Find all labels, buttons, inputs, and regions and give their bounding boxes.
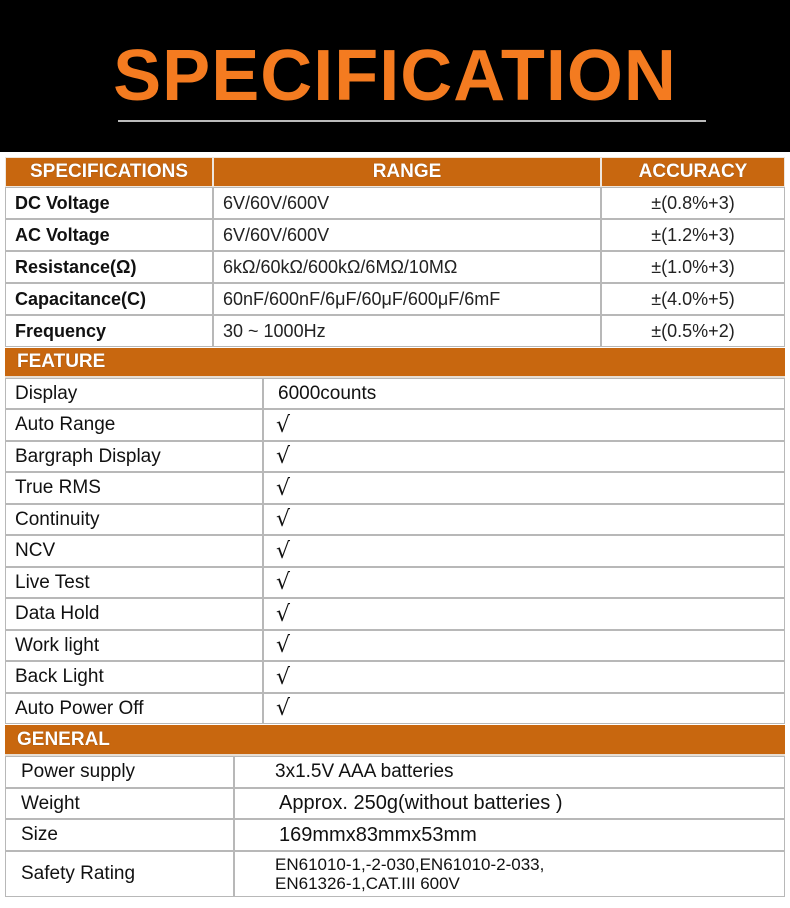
- general-name: Weight: [5, 788, 234, 819]
- feature-name: Display: [5, 378, 263, 409]
- spec-table-header: [5, 157, 785, 187]
- feature-name: Auto Power Off: [5, 693, 263, 724]
- check-icon: √: [263, 693, 785, 724]
- check-icon: √: [263, 598, 785, 630]
- spec-range: 60nF/600nF/6μF/60μF/600μF/6mF: [213, 283, 601, 315]
- table-row: [5, 661, 785, 693]
- check-icon: √: [263, 409, 785, 441]
- feature-value: 6000counts: [263, 378, 785, 409]
- table-row: [5, 819, 785, 851]
- feature-name: Data Hold: [5, 598, 263, 630]
- general-value: 169mmx83mmx53mm: [234, 819, 785, 851]
- safety-rating-line1: EN61010-1,-2-030,EN61010-2-033,: [275, 855, 545, 874]
- spec-name: Frequency: [5, 315, 213, 347]
- feature-name: Bargraph Display: [5, 441, 263, 472]
- table-row: [5, 283, 785, 315]
- title-underline: [118, 120, 706, 122]
- table-row: [5, 315, 785, 347]
- table-row: [5, 441, 785, 472]
- general-name: Power supply: [5, 756, 234, 788]
- section-feature: FEATURE: [5, 348, 785, 378]
- general-value: 3x1.5V AAA batteries: [234, 756, 785, 788]
- feature-name: Work light: [5, 630, 263, 661]
- general-name: Size: [5, 819, 234, 851]
- check-icon: √: [263, 441, 785, 472]
- header-specifications: SPECIFICATIONS: [5, 157, 213, 187]
- table-row: [5, 251, 785, 283]
- spec-accuracy: ±(1.0%+3): [601, 251, 785, 283]
- general-name: Safety Rating: [5, 851, 234, 897]
- table-row: [5, 472, 785, 504]
- spec-name: Capacitance(C): [5, 283, 213, 315]
- spec-range: 30 ~ 1000Hz: [213, 315, 601, 347]
- feature-name: NCV: [5, 535, 263, 567]
- feature-name: Auto Range: [5, 409, 263, 441]
- header-range: RANGE: [213, 157, 601, 187]
- feature-name: Live Test: [5, 567, 263, 598]
- spec-range: 6V/60V/600V: [213, 219, 601, 251]
- spec-range: 6kΩ/60kΩ/600kΩ/6MΩ/10MΩ: [213, 251, 601, 283]
- general-value: [234, 851, 785, 897]
- section-general: GENERAL: [5, 725, 785, 756]
- spec-accuracy: ±(0.8%+3): [601, 187, 785, 219]
- header-accuracy: ACCURACY: [601, 157, 785, 187]
- feature-name: Back Light: [5, 661, 263, 693]
- feature-name: True RMS: [5, 472, 263, 504]
- spec-accuracy: ±(1.2%+3): [601, 219, 785, 251]
- safety-rating-line2: EN61326-1,CAT.III 600V: [275, 874, 460, 893]
- table-row: [5, 756, 785, 788]
- table-row: [5, 630, 785, 661]
- feature-name: Continuity: [5, 504, 263, 535]
- table-row: [5, 788, 785, 819]
- spec-range: 6V/60V/600V: [213, 187, 601, 219]
- table-row: [5, 504, 785, 535]
- spec-name: DC Voltage: [5, 187, 213, 219]
- check-icon: √: [263, 567, 785, 598]
- spec-name: AC Voltage: [5, 219, 213, 251]
- table-row: [5, 598, 785, 630]
- spec-name: Resistance(Ω): [5, 251, 213, 283]
- page-title: SPECIFICATION: [113, 36, 677, 116]
- check-icon: √: [263, 630, 785, 661]
- table-row: [5, 409, 785, 441]
- table-row: [5, 378, 785, 409]
- table-row: [5, 219, 785, 251]
- table-row: [5, 851, 785, 897]
- table-row: [5, 535, 785, 567]
- check-icon: √: [263, 661, 785, 693]
- spec-accuracy: ±(4.0%+5): [601, 283, 785, 315]
- general-value: Approx. 250g(without batteries ): [234, 788, 785, 819]
- spec-accuracy: ±(0.5%+2): [601, 315, 785, 347]
- check-icon: √: [263, 472, 785, 504]
- banner: [0, 0, 790, 152]
- spec-sheet: [0, 152, 790, 908]
- check-icon: √: [263, 504, 785, 535]
- table-row: [5, 567, 785, 598]
- table-row: [5, 693, 785, 724]
- table-row: [5, 187, 785, 219]
- check-icon: √: [263, 535, 785, 567]
